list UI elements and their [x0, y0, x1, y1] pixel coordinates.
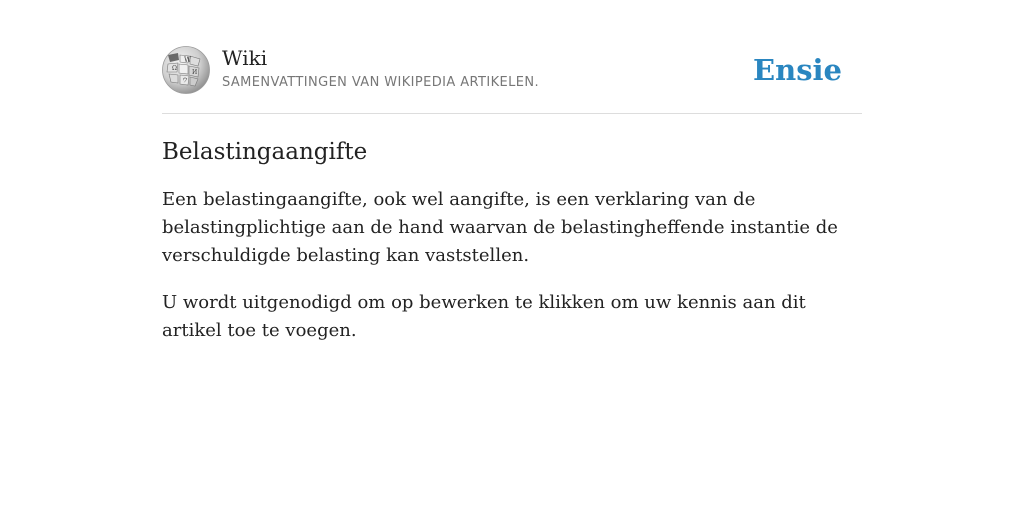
article-paragraph: U wordt uitgenodigd om op bewerken te klikken om uw kennis aan dit artikel toe te voegen.: [162, 292, 806, 341]
ensie-brand-link[interactable]: Ensie: [753, 53, 842, 87]
svg-text:W: W: [184, 56, 192, 64]
site-title[interactable]: Wiki: [222, 46, 268, 70]
article-paragraph: Een belastingaangifte, ook wel aangifte, is een verklaring van de belastingplichtige aan de hand waarvan de belastingheffende instantie de verschuldigde belasting kan vaststellen.: [162, 189, 838, 266]
svg-text:ウ: ウ: [182, 77, 189, 84]
site-header: [162, 46, 862, 96]
article-title: Belastingaangifte: [162, 139, 368, 165]
site-tagline: SAMENVATTINGEN VAN WIKIPEDIA ARTIKELEN.: [222, 75, 540, 90]
svg-text:И: И: [192, 69, 198, 76]
wikipedia-globe-icon[interactable]: [162, 46, 210, 94]
svg-text:Ω: Ω: [172, 65, 177, 72]
article: [162, 136, 862, 364]
header-divider: [162, 113, 862, 114]
